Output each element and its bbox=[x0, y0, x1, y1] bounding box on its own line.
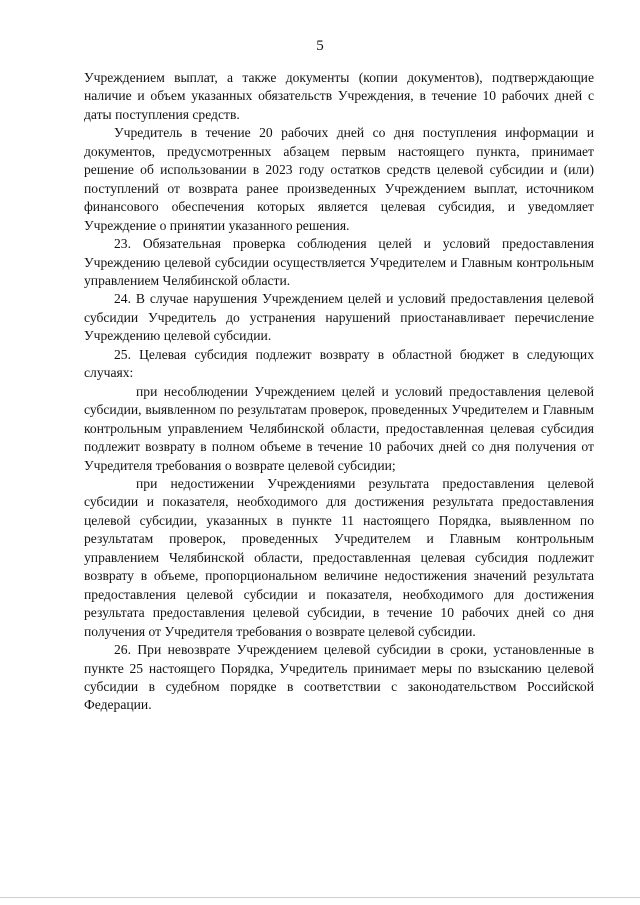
page-number: 5 bbox=[316, 38, 324, 54]
paragraph-continuation: Учреждением выплат, а также документы (копии документов), подтверждающие наличие и объем указанных обязательств Учреждения, в течение 10 рабочих дней с даты поступления средств. bbox=[84, 70, 594, 122]
paragraph-clause-23: 23. Обязательная проверка соблюдения целей и условий предоставления Учреждению целевой субсидии осуществляется Учредителем и Главным контрольным управлением Челябинской области. bbox=[84, 236, 594, 288]
paragraph-founder-decision: Учредитель в течение 20 рабочих дней со дня поступления информации и документов, предусмотренных абзацем первым настоящего пункта, принимает решение об использовании в 2023 году остатков средств целевой субсидии и (или) поступлений от возврата ранее произведенных Учреждением выплат, источником финансового обеспечения которых является целевая субсидия, и уведомляет Учреждение о принятии указанного решения. bbox=[84, 125, 594, 233]
paragraph-case-nonachievement: при недостижении Учреждениями результата предоставления целевой субсидии и показателя, необходимого для достижения результата предоставления целевой субсидии, указанных в пункте 11 настоящего Порядка, выявленном по результатам проверок, проведенных Учредителем и Главным контрольным управлением Челябинской области, предоставленная целевая субсидия подлежит возврату в объеме, пропорциональном величине недостижения значений результата предоставления целевой субсидии и показателя, необходимого для достижения результата предоставления целевой субсидии, в течение 10 рабочих дней со дня получения от Учредителя требования о возврате целевой субсидии. bbox=[84, 475, 594, 639]
paragraph-clause-24: 24. В случае нарушения Учреждением целей и условий предоставления целевой субсидии Учредитель до устранения нарушений приостанавливает перечисление Учреждению целевой субсидии. bbox=[84, 291, 594, 344]
paragraph-case-noncompliance: при несоблюдении Учреждением целей и условий предоставления целевой субсидии, выявленном по результатам проверок, проведенных Учредителем и Главным контрольным управлением Челябинской области, предоставленная целевая субсидия подлежит возврату в полном объеме в течение 10 рабочих дней со дня получения от Учредителя требования о возврате целевой субсидии; bbox=[84, 383, 594, 473]
paragraph-clause-26: 26. При невозврате Учреждением целевой субсидии в сроки, установленные в пункте 25 настоящего Порядка, Учредитель принимает меры по взысканию целевой субсидии в судебном порядке в соответствии с законодательством Российской Федерации. bbox=[84, 642, 594, 713]
scan-edge-line bbox=[0, 897, 640, 898]
document-body bbox=[84, 69, 594, 715]
paragraph-clause-25: 25. Целевая субсидия подлежит возврату в областной бюджет в следующих случаях: bbox=[84, 346, 594, 381]
